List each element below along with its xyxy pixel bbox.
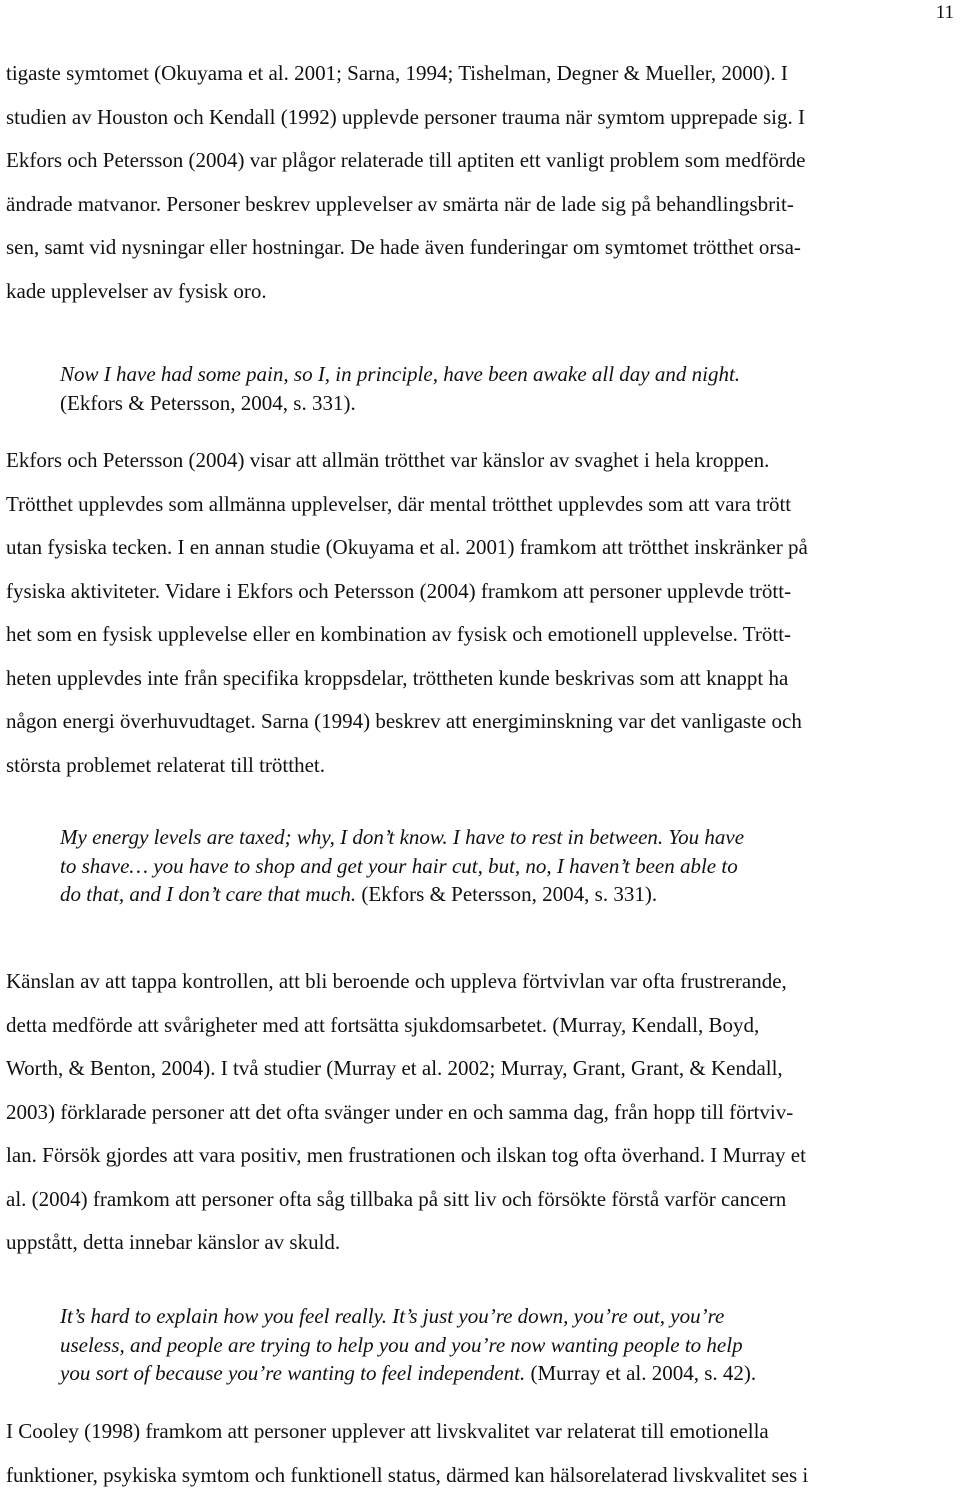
text-line: funktioner, psykiska symtom och funktionell status, därmed kan hälsorelaterad livskvalitet ses i <box>6 1454 958 1497</box>
text-line: uppstått, detta innebar känslor av skuld. <box>6 1221 958 1265</box>
text-line: 2003) förklarade personer att det ofta svänger under en och samma dag, från hopp till förtviv- <box>6 1091 958 1135</box>
citation: (Ekfors & Petersson, 2004, s. 331). <box>60 391 356 415</box>
text-line: Känslan av att tappa kontrollen, att bli beroende och uppleva förtvivlan var ofta frustrerande, <box>6 960 958 1004</box>
quote-text: Now I have had some pain, so I, in principle, have been awake all day and night. <box>60 362 740 386</box>
text-line: studien av Houston och Kendall (1992) upplevde personer trauma när symtom upprepade sig. I <box>6 96 958 140</box>
quote-line <box>60 880 940 909</box>
citation: (Murray et al. 2004, s. 42). <box>525 1361 756 1385</box>
quote-text: My energy levels are taxed; why, I don’t know. I have to rest in between. You have <box>60 825 744 849</box>
text-line: Ekfors och Petersson (2004) var plågor relaterade till aptiten ett vanligt problem som medförde <box>6 139 958 183</box>
text-line: någon energi överhuvudtaget. Sarna (1994) beskrev att energiminskning var det vanligaste och <box>6 700 958 744</box>
quote-text: to shave… you have to shop and get your hair cut, but, no, I haven’t been able to <box>60 854 738 878</box>
text-line: detta medförde att svårigheter med att fortsätta sjukdomsarbetet. (Murray, Kendall, Boyd, <box>6 1004 958 1048</box>
text-line: al. (2004) framkom att personer ofta såg tillbaka på sitt liv och försökte förstå varför cancern <box>6 1178 958 1222</box>
text-line: I Cooley (1998) framkom att personer upplever att livskvalitet var relaterat till emotionella <box>6 1410 958 1454</box>
quote-text: It’s hard to explain how you feel really. It’s just you’re down, you’re out, you’re <box>60 1304 724 1328</box>
text-line: sen, samt vid nysningar eller hostningar. De hade även funderingar om symtomet trötthet orsa- <box>6 226 958 270</box>
block-quote-3 <box>60 1302 940 1388</box>
block-quote-2 <box>60 823 940 909</box>
text-line: utan fysiska tecken. I en annan studie (Okuyama et al. 2001) framkom att trötthet inskränker på <box>6 526 958 570</box>
quote-line <box>60 1302 940 1331</box>
paragraph-2 <box>6 439 958 787</box>
text-line: Trötthet upplevdes som allmänna upplevelser, där mental trötthet upplevdes som att vara trött <box>6 483 958 527</box>
quote-line <box>60 1331 940 1360</box>
quote-line <box>60 360 940 389</box>
text-line: lan. Försök gjordes att vara positiv, men frustrationen och ilskan tog ofta överhand. I Murray et <box>6 1134 958 1178</box>
quote-text: do that, and I don’t care that much. <box>60 882 356 906</box>
paragraph-1 <box>6 52 958 313</box>
quote-text: you sort of because you’re wanting to feel independent. <box>60 1361 525 1385</box>
quote-line <box>60 389 940 418</box>
block-quote-1 <box>60 360 940 417</box>
paragraph-4 <box>6 1410 958 1497</box>
text-line: kade upplevelser av fysisk oro. <box>6 270 958 314</box>
text-line: största problemet relaterat till trötthet. <box>6 744 958 788</box>
page-number: 11 <box>936 2 954 24</box>
text-line: ändrade matvanor. Personer beskrev upplevelser av smärta när de lade sig på behandlingsbrit- <box>6 183 958 227</box>
quote-line <box>60 1359 940 1388</box>
quote-line <box>60 852 940 881</box>
text-line: tigaste symtomet (Okuyama et al. 2001; Sarna, 1994; Tishelman, Degner & Mueller, 2000). I <box>6 52 958 96</box>
text-line: Worth, & Benton, 2004). I två studier (Murray et al. 2002; Murray, Grant, Grant, & Kendall, <box>6 1047 958 1091</box>
text-line: Ekfors och Petersson (2004) visar att allmän trötthet var känslor av svaghet i hela kroppen. <box>6 439 958 483</box>
paragraph-3 <box>6 960 958 1265</box>
quote-line <box>60 823 940 852</box>
text-line: heten upplevdes inte från specifika kroppsdelar, tröttheten kunde beskrivas som att knappt ha <box>6 657 958 701</box>
text-line: het som en fysisk upplevelse eller en kombination av fysisk och emotionell upplevelse. Trött- <box>6 613 958 657</box>
citation: (Ekfors & Petersson, 2004, s. 331). <box>356 882 657 906</box>
text-line: fysiska aktiviteter. Vidare i Ekfors och Petersson (2004) framkom att personer upplevde trött- <box>6 570 958 614</box>
quote-text: useless, and people are trying to help you and you’re now wanting people to help <box>60 1333 743 1357</box>
